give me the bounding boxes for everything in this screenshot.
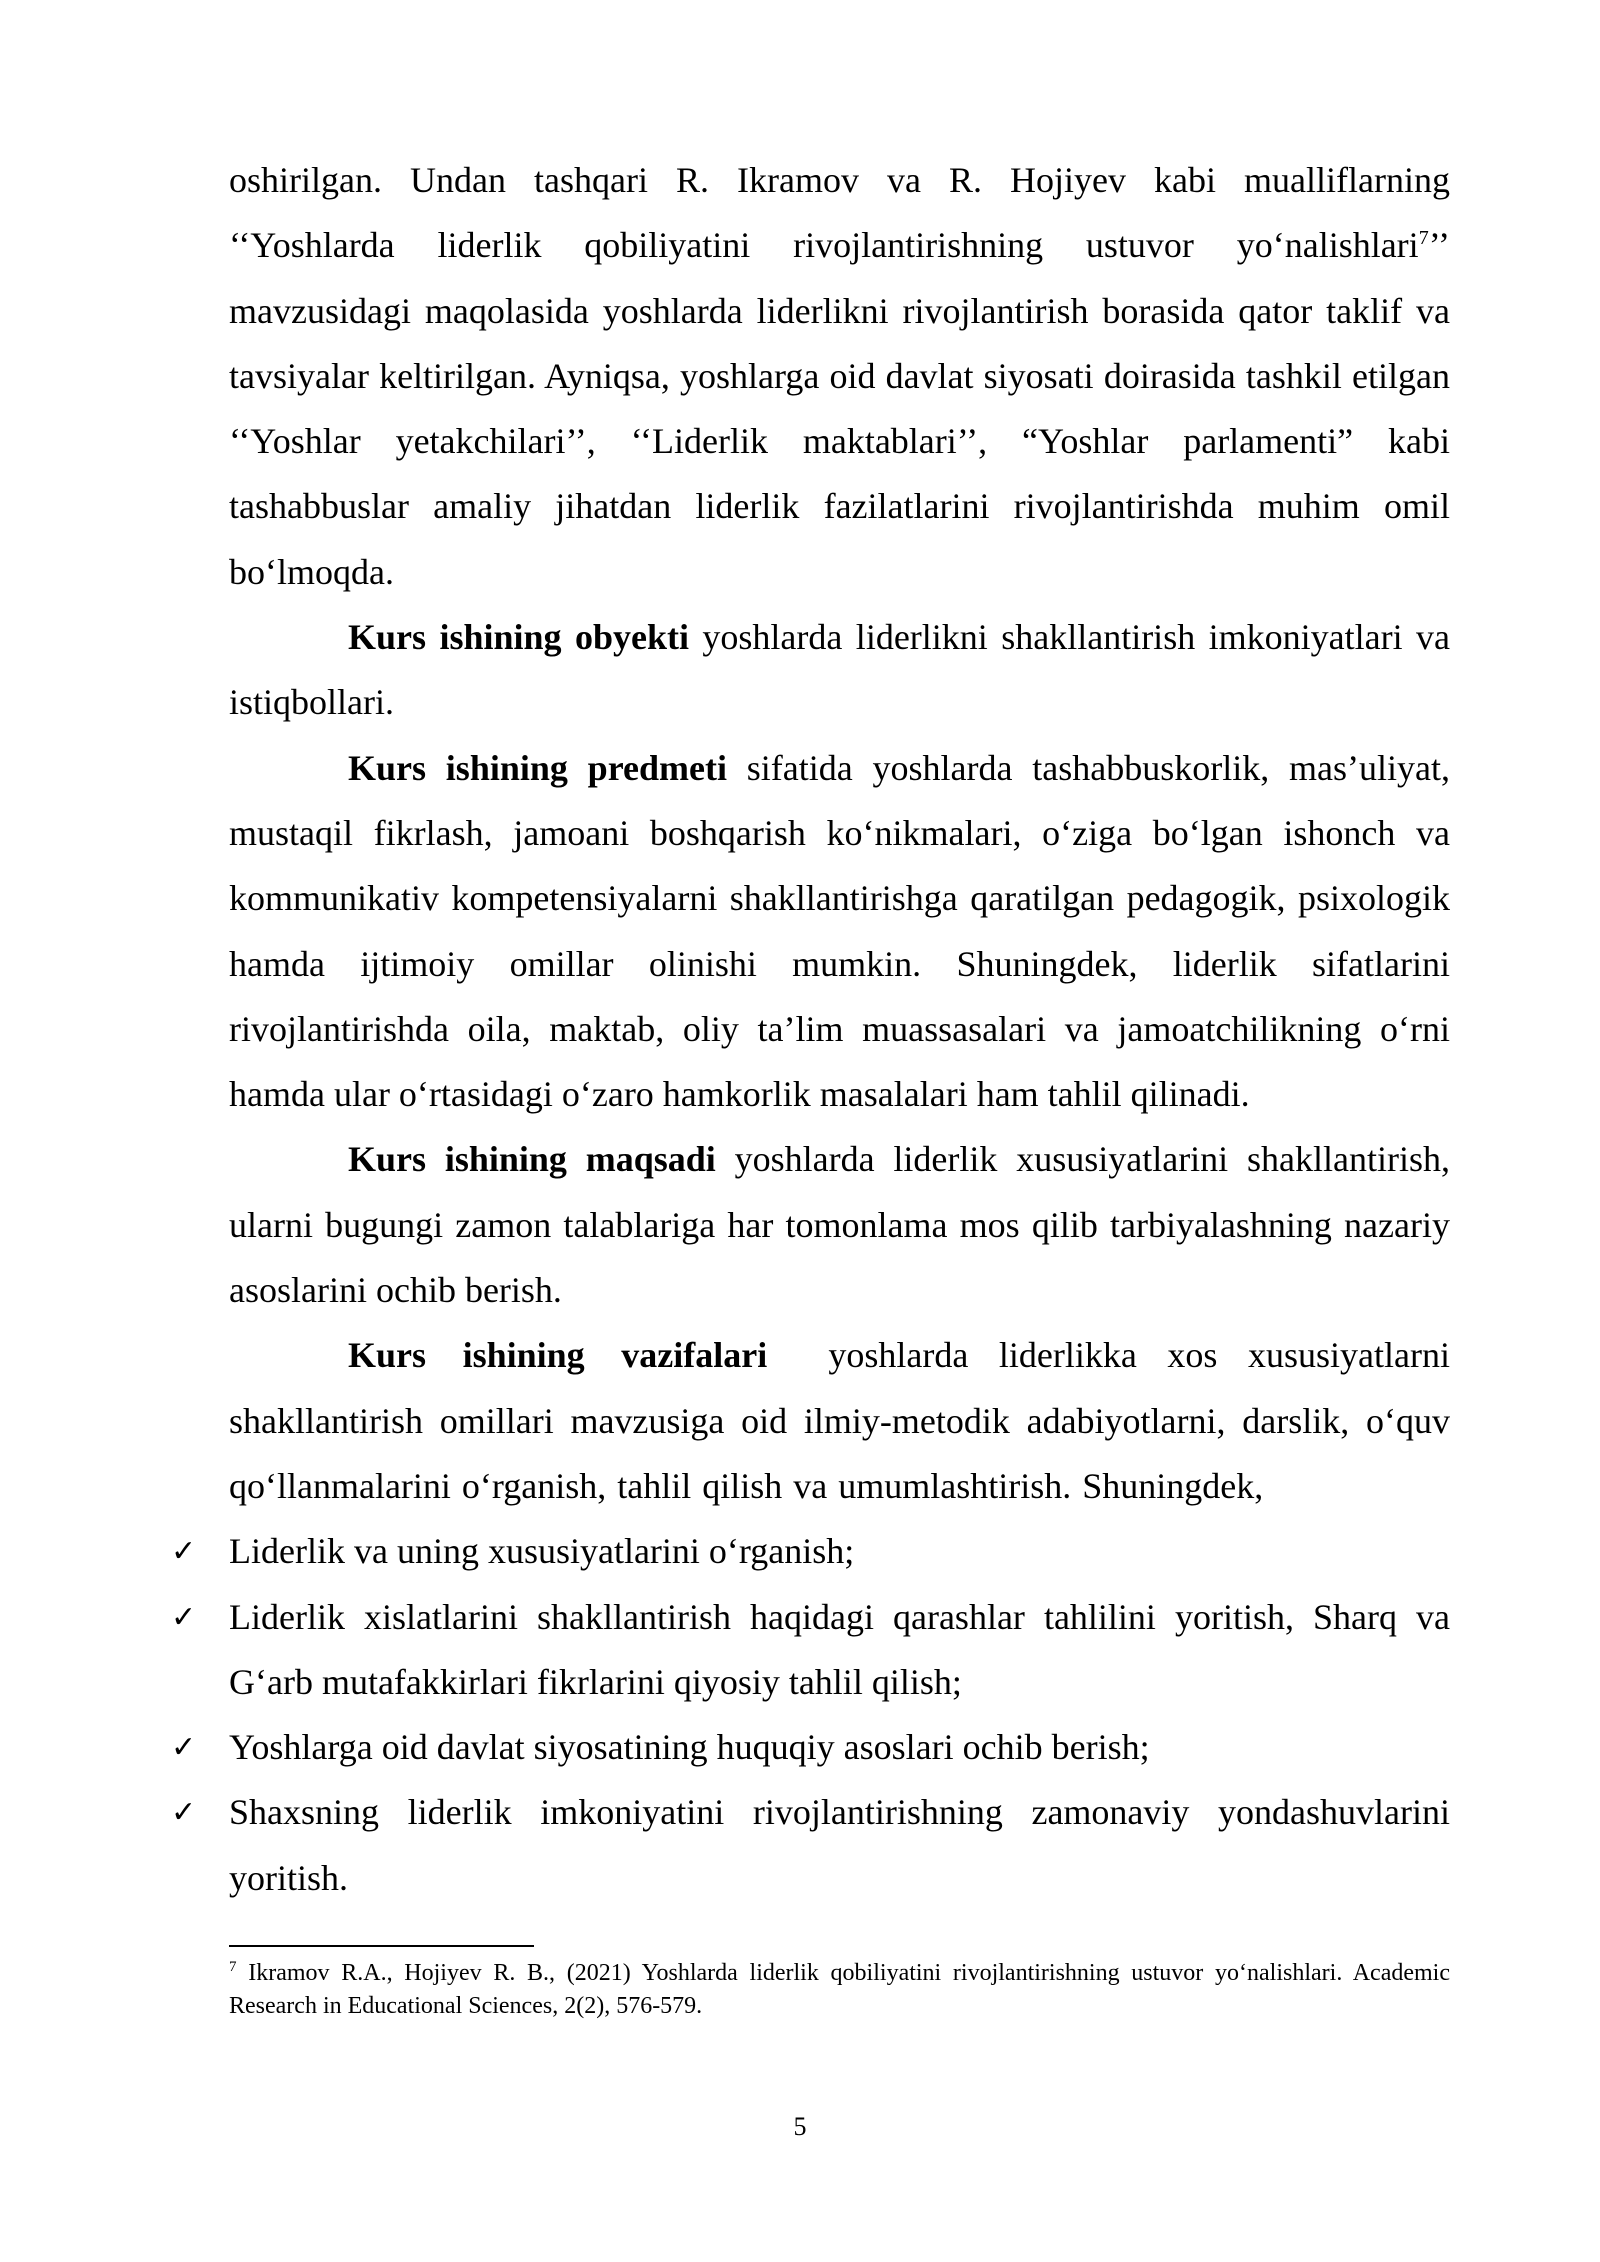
- subject-paragraph: [229, 736, 1450, 1128]
- tasks-paragraph: [229, 1323, 1461, 1519]
- checklist-item: [171, 1780, 1450, 1911]
- footnote: [229, 1957, 1450, 2023]
- checklist-item-text: Liderlik va uning xususiyatlarini o‘rganish;: [229, 1531, 855, 1572]
- subject-label: Kurs ishining predmeti: [348, 747, 727, 788]
- checklist-item-text: Shaxsning liderlik imkoniyatini rivojlantirishning zamonaviy yondashuvlarini yoritish.: [229, 1792, 1450, 1898]
- footnote-separator: [229, 1945, 534, 1947]
- check-mark-icon: ✓: [171, 1534, 197, 1570]
- tasks-checklist: [171, 1519, 1450, 1911]
- intro-paragraph: [229, 148, 1450, 605]
- checklist-item: [171, 1519, 1450, 1584]
- checklist-item: [171, 1715, 1450, 1780]
- footnote-text: Ikramov R.A., Hojiyev R. B., (2021) Yoshlarda liderlik qobiliyatini rivojlantirishning ustuvor yo‘nalishlari. Academic Research in Educational Sciences, 2(2), 576-579.: [229, 1960, 1450, 2020]
- object-paragraph: [229, 605, 1450, 736]
- checklist-item-text: Liderlik xislatlarini shakllantirish haqidagi qarashlar tahlilini yoritish, Sharq va G‘arb mutafakkirlari fikrlarini qiyosiy tahlil qilish;: [229, 1596, 1450, 1702]
- check-mark-icon: ✓: [171, 1730, 197, 1766]
- tasks-text: yoshlarda liderlikka xos xususiyatlarni shakllantirish omillari mavzusiga oid ilmiy-metodik adabiyotlarni, darslik, o‘quv qo‘llanmalarini o‘rganish, tahlil qilish va umumlashtirish. Shuningdek,: [229, 1335, 1461, 1506]
- page-number: 5: [793, 2112, 807, 2141]
- goal-label: Kurs ishining maqsadi: [348, 1139, 716, 1180]
- footnote-reference[interactable]: 7: [1418, 227, 1429, 250]
- check-mark-icon: ✓: [171, 1599, 197, 1635]
- intro-continuation: ’’ mavzusidagi maqolasida yoshlarda liderlikni rivojlantirish borasida qator taklif va tavsiyalar keltirilgan. Ayniqsa, yoshlarga oid davlat siyosati doirasida tashkil etilgan ‘‘Yoshlar yetakchilari’’, ‘‘Liderlik maktablari’’, “Yoshlar parlamenti” kabi tashabbuslar amaliy jihatdan liderlik fazilatlarini rivojlantirishda muhim omil bo‘lmoqda.: [229, 225, 1450, 592]
- object-label: Kurs ishining obyekti: [348, 617, 689, 658]
- checklist-item: [171, 1585, 1450, 1716]
- document-page: [171, 148, 1461, 2023]
- intro-text: oshirilgan. Undan tashqari R. Ikramov va R. Hojiyev kabi mualliflarning ‘‘Yoshlarda liderlik qobiliyatini rivojlantirishning ustuvor yo‘nalishlari: [229, 160, 1450, 266]
- goal-paragraph: [229, 1127, 1450, 1323]
- tasks-label: Kurs ishining vazifalari: [348, 1335, 768, 1376]
- checklist-item-text: Yoshlarga oid davlat siyosatining huquqiy asoslari ochib berish;: [229, 1727, 1150, 1768]
- subject-text: sifatida yoshlarda tashabbuskorlik, mas’uliyat, mustaqil fikrlash, jamoani boshqarish ko‘nikmalari, o‘ziga bo‘lgan ishonch va kommunikativ kompetensiyalarni shakllantirishga qaratilgan pedagogik, psixologik hamda ijtimoiy omillar olinishi mumkin. Shuningdek, liderlik sifatlarini rivojlantirishda oila, maktab, oliy ta’lim muassasalari va jamoatchilikning o‘rni hamda ular o‘rtasidagi o‘zaro hamkorlik masalalari ham tahlil qilinadi.: [229, 747, 1450, 1115]
- check-mark-icon: ✓: [171, 1795, 197, 1831]
- footnote-number: 7: [229, 1959, 237, 1976]
- object-text: yoshlarda liderlikni shakllantirish imkoniyatlari va istiqbollari.: [229, 617, 1451, 723]
- goal-text: yoshlarda liderlik xususiyatlarini shakllantirish, ularni bugungi zamon talablariga har tomonlama mos qilib tarbiyalashning nazariy asoslarini ochib berish.: [229, 1139, 1450, 1311]
